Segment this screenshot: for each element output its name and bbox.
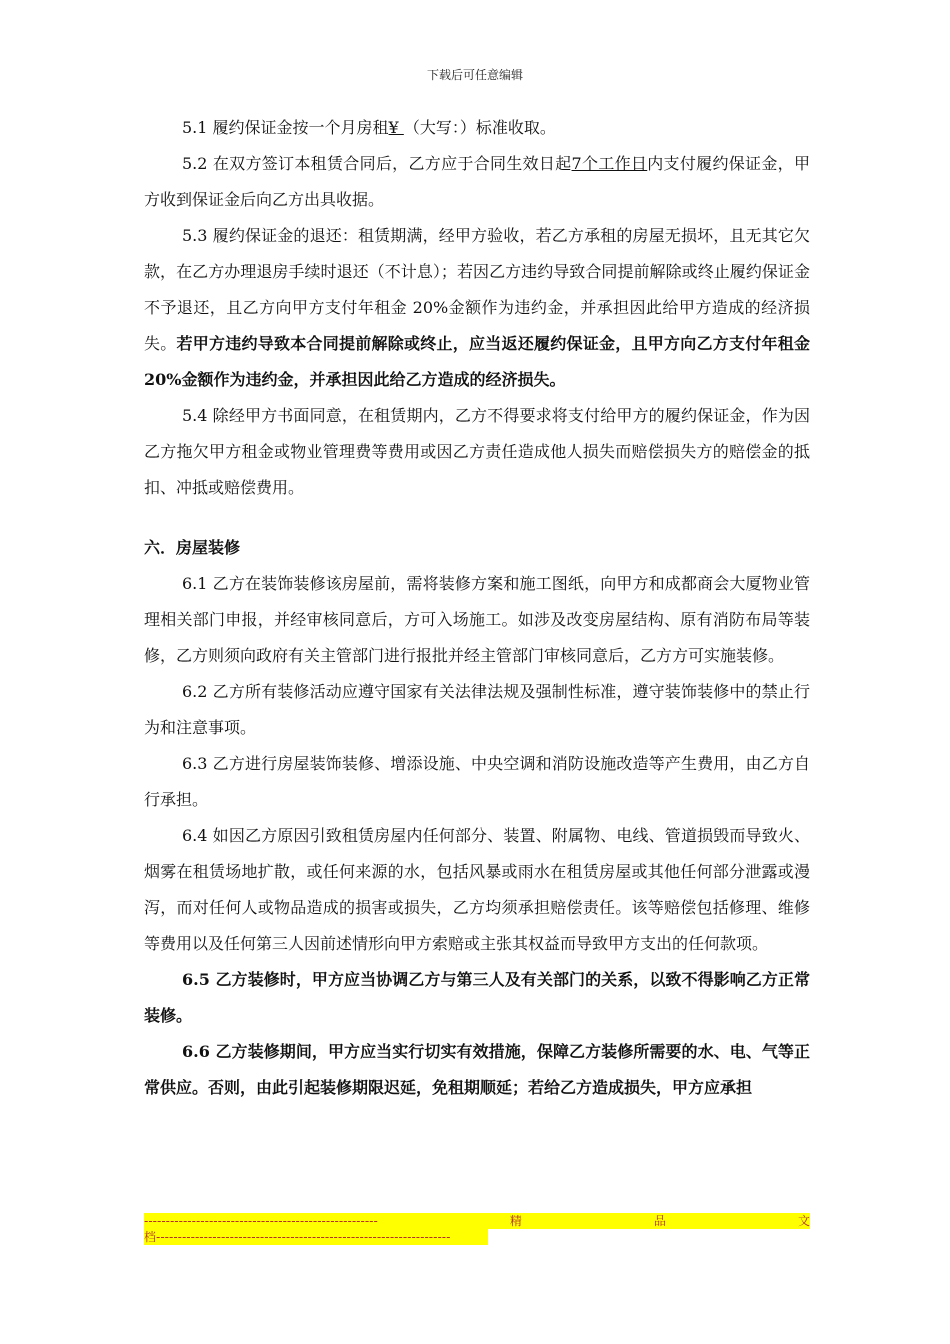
clause-5-1-amount: ¥ (388, 118, 404, 137)
clause-6-3: 6.3 乙方进行房屋装饰装修、增添设施、中央空调和消防设施改造等产生费用，由乙方自行承担。 (144, 754, 810, 809)
footer-word-2: 品 (653, 1214, 666, 1228)
clause-5-2-days: 7个工作日 (571, 154, 648, 173)
footer-word-3: 文 (797, 1214, 810, 1228)
clause-5-3-text: 5.3 履约保证金的退还：租赁期满，经甲方验收，若乙方承租的房屋无损坏，且无其它欠款，在乙方办理退房手续时退还（不计息）；若因乙方违约导致合同提前解除或终止履约保证金不予退还，且乙方向甲方支付年租金 20%金额作为违约金，并承担因此给甲方造成的经济损失。 (144, 226, 810, 353)
clause-5-4: 5.4 除经甲方书面同意，在租赁期内，乙方不得要求将支付给甲方的履约保证金，作为因乙方拖欠甲方租金或物业管理费等费用或因乙方责任造成他人损失而赔偿损失方的赔偿金的抵扣、冲抵或赔偿费用。 (144, 406, 810, 497)
clause-5-3-bold-text: 若甲方违约导致本合同提前解除或终止，应当返还履约保证金，且甲方向乙方支付年租金20%金额作为违约金，并承担因此给乙方造成的经济损失。 (144, 334, 810, 389)
clause-5-2-text-b: 内支付履约保证金，甲方收到保证金后向乙方出具收据。 (144, 154, 810, 209)
clause-6-2: 6.2 乙方所有装修活动应遵守国家有关法律法规及强制性标准，遵守装饰装修中的禁止行为和注意事项。 (144, 682, 810, 737)
clause-5-2-text-a: 5.2 在双方签订本租赁合同后，乙方应于合同生效日起 (182, 154, 572, 173)
clause-5-3 (144, 218, 810, 398)
clause-6-6: 6.6 乙方装修期间，甲方应当实行切实有效措施，保障乙方装修所需要的水、电、气等正常供应。否则，由此引起装修期限迟延，免租期顺延；若给乙方造成损失，甲方应承担 (144, 1042, 810, 1097)
footer-word-1: 精 (509, 1214, 522, 1228)
document-body (144, 110, 810, 1106)
clause-6-5: 6.5 乙方装修时，甲方应当协调乙方与第三人及有关部门的关系，以致不得影响乙方正常装修。 (144, 970, 810, 1025)
clause-6-4: 6.4 如因乙方原因引致租赁房屋内任何部分、装置、附属物、电线、管道损毁而导致火、烟雾在租赁场地扩散，或任何来源的水，包括风暴或雨水在租赁房屋或其他任何部分泄露或漫泻，而对任何人或物品造成的损害或损失，乙方均须承担赔偿责任。该等赔偿包括修理、维修等费用以及任何第三人因前述情形向甲方索赔或主张其权益而导致甲方支出的任何款项。 (144, 826, 810, 953)
clause-5-1-text-a: 5.1 履约保证金按一个月房租 (182, 118, 389, 137)
clause-5-2 (144, 146, 810, 218)
footer-line-2: 档-------------------------------------------------------------------- (144, 1229, 488, 1245)
clause-5-1 (144, 110, 810, 146)
footer-dashes: ------------------------------------------------------ (144, 1214, 378, 1228)
clause-5-1-text-b: （大写：）标准收取。 (403, 118, 556, 137)
clause-6-1: 6.1 乙方在装饰装修该房屋前，需将装修方案和施工图纸，向甲方和成都商会大厦物业管理相关部门申报，并经审核同意后，方可入场施工。如涉及改变房屋结构、原有消防布局等装修，乙方则须向政府有关主管部门进行报批并经主管部门审核同意后，乙方方可实施装修。 (144, 574, 810, 665)
download-note: 下载后可任意编辑 (426, 68, 523, 82)
footer-line-1 (144, 1213, 810, 1229)
section-6-title: 六．房屋装修 (144, 538, 241, 557)
footer-watermark-bar (144, 1213, 810, 1249)
